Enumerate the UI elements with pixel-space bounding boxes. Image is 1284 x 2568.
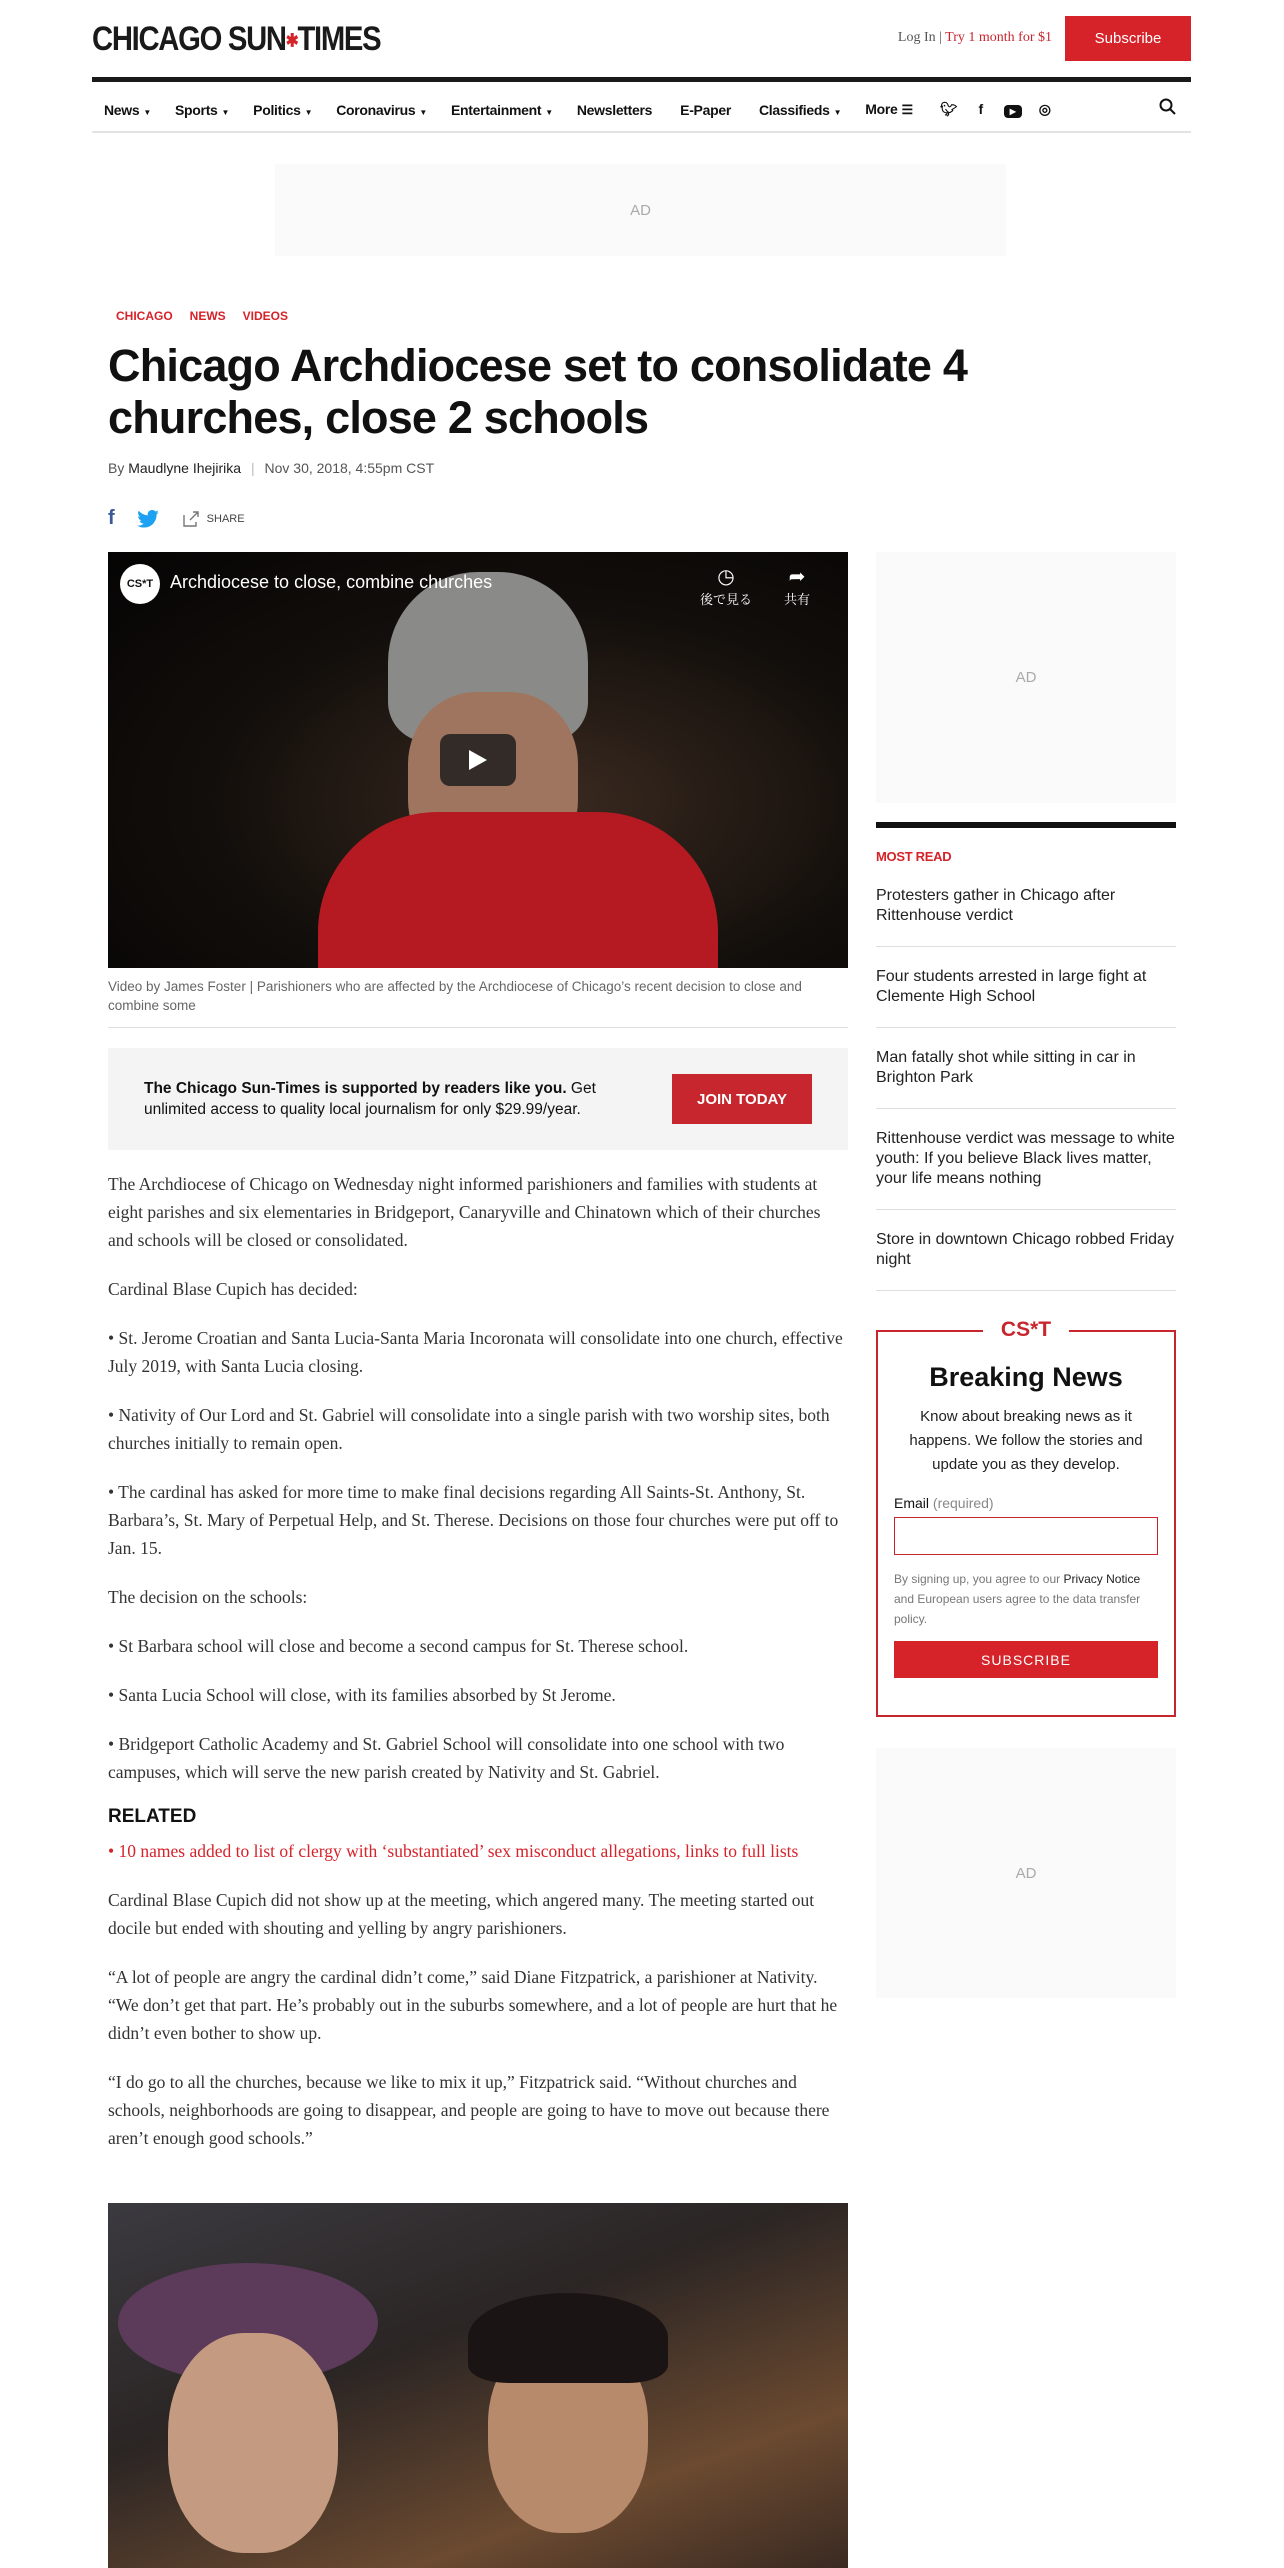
caret-down-icon: ▼ <box>419 107 427 117</box>
most-read-item[interactable]: Rittenhouse verdict was message to white youth: If you believe Black lives matter, your life means nothing <box>876 1109 1176 1210</box>
article-paragraph: • St Barbara school will close and become a second campus for St. Therese school. <box>108 1636 689 1656</box>
video-share-label: 共有 <box>784 592 811 607</box>
tag-news[interactable]: NEWS <box>189 309 226 323</box>
tag-chicago[interactable]: CHICAGO <box>116 309 173 323</box>
share-icon <box>181 509 201 529</box>
watch-later-button[interactable] <box>700 564 752 608</box>
caret-down-icon: ▼ <box>304 107 313 117</box>
support-text <box>144 1078 624 1120</box>
nav-item-news[interactable] <box>104 102 151 118</box>
video-share-button[interactable] <box>784 564 810 608</box>
breaking-news-signup <box>876 1318 1176 1717</box>
video-caption: Video by James Foster | Parishioners who are affected by the Archdiocese of Chicago’s recent decision to close and combine some <box>108 977 848 1028</box>
byline: By Maudlyne Ihejirika | Nov 30, 2018, 4:55pm CST <box>108 460 435 476</box>
caret-down-icon: ▼ <box>833 107 842 117</box>
clock-icon: ◷ <box>717 566 735 588</box>
most-read-item[interactable]: Protesters gather in Chicago after Rittenhouse verdict <box>876 886 1176 947</box>
article-paragraph: “A lot of people are angry the cardinal didn’t come,” said Diane Fitzpatrick, a parishioner at Nativity. “We don’t get that part. He’s probably out in the suburbs somewhere, and a lot of people are hurt that he didn’t even bother to show up. <box>108 1967 838 2043</box>
sidebar-ad-bottom <box>876 1748 1176 1998</box>
nav-label: More <box>865 101 898 117</box>
publish-date: Nov 30, 2018, 4:55pm CST <box>264 460 435 476</box>
author-link[interactable]: Maudlyne Ihejirika <box>128 460 242 476</box>
video-frame-jacket <box>318 812 718 968</box>
article-photo <box>108 2203 848 2568</box>
share-bar <box>108 507 245 530</box>
video-title[interactable]: Archdiocese to close, combine churches <box>170 572 493 592</box>
article-paragraph: • Bridgeport Catholic Academy and St. Gabriel School will consolidate into one school with two campuses, which will serve the new parish created by Nativity and St. Gabriel. <box>108 1734 785 1782</box>
nav-item-coronavirus[interactable] <box>336 102 427 118</box>
by-label: By <box>108 460 125 476</box>
article-body <box>108 1170 850 2173</box>
nav-label: News <box>104 101 140 118</box>
support-banner <box>108 1048 848 1150</box>
join-today-button[interactable]: JOIN TODAY <box>672 1074 812 1124</box>
nav-label: Entertainment <box>451 101 542 118</box>
nav-item-classifieds[interactable] <box>759 102 841 118</box>
article-tags <box>116 309 288 323</box>
legal-text <box>894 1569 1158 1629</box>
related-heading: RELATED <box>108 1806 197 1827</box>
share-arrow-icon: ➦ <box>788 566 806 588</box>
article-paragraph: The Archdiocese of Chicago on Wednesday night informed parishioners and families with students at eight parishes and six elementaries in Bridgeport, Canaryville and Chinatown which of their churches and schools will be closed or consolidated. <box>108 1174 821 1250</box>
tag-videos[interactable]: VIDEOS <box>242 309 289 323</box>
logo-text: CHICAGO SUN✱TIMES <box>92 20 381 58</box>
nav-label: Sports <box>175 101 218 118</box>
ad-label: AD <box>630 201 651 219</box>
article-paragraph: • Santa Lucia School will close, with its families absorbed by St Jerome. <box>108 1685 616 1705</box>
ad-label: AD <box>1015 1864 1037 1882</box>
trial-link[interactable]: Try 1 month for $1 <box>945 30 1052 45</box>
nav-item-politics[interactable] <box>253 102 312 118</box>
facebook-icon[interactable]: f <box>978 101 984 117</box>
video-channel-logo[interactable]: CS*T <box>120 564 160 604</box>
play-icon <box>469 750 487 770</box>
article-paragraph: The decision on the schools: <box>108 1587 308 1607</box>
main-nav <box>92 88 1191 133</box>
ad-label: AD <box>1015 669 1037 686</box>
legal-part2: and European users agree to the data transfer policy. <box>894 1592 1141 1626</box>
article-headline: Chicago Archdiocese set to consolidate 4 churches, close 2 schools <box>108 340 968 443</box>
nav-item-e-paper[interactable] <box>680 102 735 118</box>
support-body: Get unlimited access to quality local journalism for only $29.99/year. <box>144 1080 596 1118</box>
breaking-title: Breaking News <box>929 1362 1123 1392</box>
share-label: SHARE <box>206 512 245 525</box>
article-paragraph: • St. Jerome Croatian and Santa Lucia-Santa Maria Incoronata will consolidate into one church, effective July 2019, with Santa Lucia closing. <box>108 1328 843 1376</box>
nav-label: Coronavirus <box>336 101 416 118</box>
caret-down-icon: ▼ <box>545 107 553 117</box>
nav-item-newsletters[interactable] <box>577 102 656 118</box>
photo-face-left <box>168 2333 338 2553</box>
email-label-text: Email <box>894 1495 930 1511</box>
subscribe-button[interactable]: Subscribe <box>1065 16 1191 61</box>
nav-label: Newsletters <box>576 101 653 118</box>
caret-down-icon: ▼ <box>221 107 230 117</box>
nav-item-more[interactable] <box>865 101 913 118</box>
menu-icon: ☰ <box>901 102 913 117</box>
video-player[interactable] <box>108 552 848 968</box>
caret-down-icon: ▼ <box>143 107 151 117</box>
privacy-notice-link[interactable]: Privacy Notice <box>1063 1572 1141 1586</box>
newsletter-subscribe-button[interactable]: SUBSCRIBE <box>894 1641 1158 1678</box>
most-read-item[interactable]: Store in downtown Chicago robbed Friday night <box>876 1210 1176 1291</box>
support-bold: The Chicago Sun-Times is supported by readers like you. <box>144 1080 567 1097</box>
most-read-item[interactable]: Four students arrested in large fight at Clemente High School <box>876 947 1176 1028</box>
photo-hair <box>468 2293 668 2383</box>
login-link[interactable]: Log In <box>897 30 936 45</box>
nav-label: Politics <box>253 101 301 118</box>
twitter-icon[interactable] <box>137 510 159 528</box>
watch-later-label: 後で見る <box>700 592 753 607</box>
most-read-item[interactable]: Man fatally shot while sitting in car in Brighton Park <box>876 1028 1176 1109</box>
nav-item-sports[interactable] <box>175 102 229 118</box>
article-paragraph: Cardinal Blase Cupich has decided: <box>108 1279 358 1299</box>
nav-label: Classifieds <box>758 101 830 118</box>
youtube-icon[interactable]: ▶ <box>1004 105 1022 118</box>
account-links <box>898 30 1052 46</box>
related-link[interactable]: • 10 names added to list of clergy with ‘substantiated’ sex misconduct allegations, links to full lists <box>108 1841 799 1861</box>
most-read <box>876 822 1176 1291</box>
article-paragraph: Cardinal Blase Cupich did not show up at the meeting, which angered many. The meeting started out docile but ended with shouting and yelling by angry parishioners. <box>108 1890 815 1938</box>
search-icon[interactable] <box>1159 98 1177 121</box>
article-paragraph: “I do go to all the churches, because we like to mix it up,” Fitzpatrick said. “Without churches and schools, neighborhoods are going to disappear, and people are going to have to move out because there aren’t enough good schools.” <box>108 2072 830 2148</box>
nav-label: E-Paper <box>680 101 731 118</box>
legal-part1: By signing up, you agree to our <box>894 1572 1064 1586</box>
ad-banner <box>275 164 1006 256</box>
sidebar-ad-top <box>876 552 1176 803</box>
play-button[interactable] <box>440 734 516 786</box>
site-logo[interactable] <box>92 20 380 59</box>
facebook-icon[interactable]: f <box>108 507 115 529</box>
header-rule <box>92 77 1191 82</box>
social-links <box>933 100 1061 119</box>
most-read-title: MOST READ <box>876 849 952 864</box>
email-field[interactable] <box>894 1517 1158 1555</box>
twitter-icon[interactable]: 🐦︎ <box>939 101 958 117</box>
required-note: (required) <box>932 1495 994 1511</box>
breaking-description: Know about breaking news as it happens. We follow the stories and update you as they develop. <box>909 1408 1143 1473</box>
nav-item-entertainment[interactable] <box>451 102 553 118</box>
divider: | <box>939 30 942 45</box>
cst-logo: CS*T <box>983 1318 1069 1342</box>
email-label <box>894 1495 1158 1511</box>
share-button[interactable] <box>181 509 245 529</box>
instagram-icon[interactable]: ◎ <box>1038 101 1051 117</box>
article-paragraph: • Nativity of Our Lord and St. Gabriel will consolidate into a single parish with two worship sites, both churches initially to remain open. <box>108 1405 830 1453</box>
article-paragraph: • The cardinal has asked for more time to make final decisions regarding All Saints-St. Anthony, St. Barbara’s, St. Mary of Perpetual Help, and St. Therese. Decisions on those four churches were put off to Jan. 15. <box>108 1482 839 1558</box>
